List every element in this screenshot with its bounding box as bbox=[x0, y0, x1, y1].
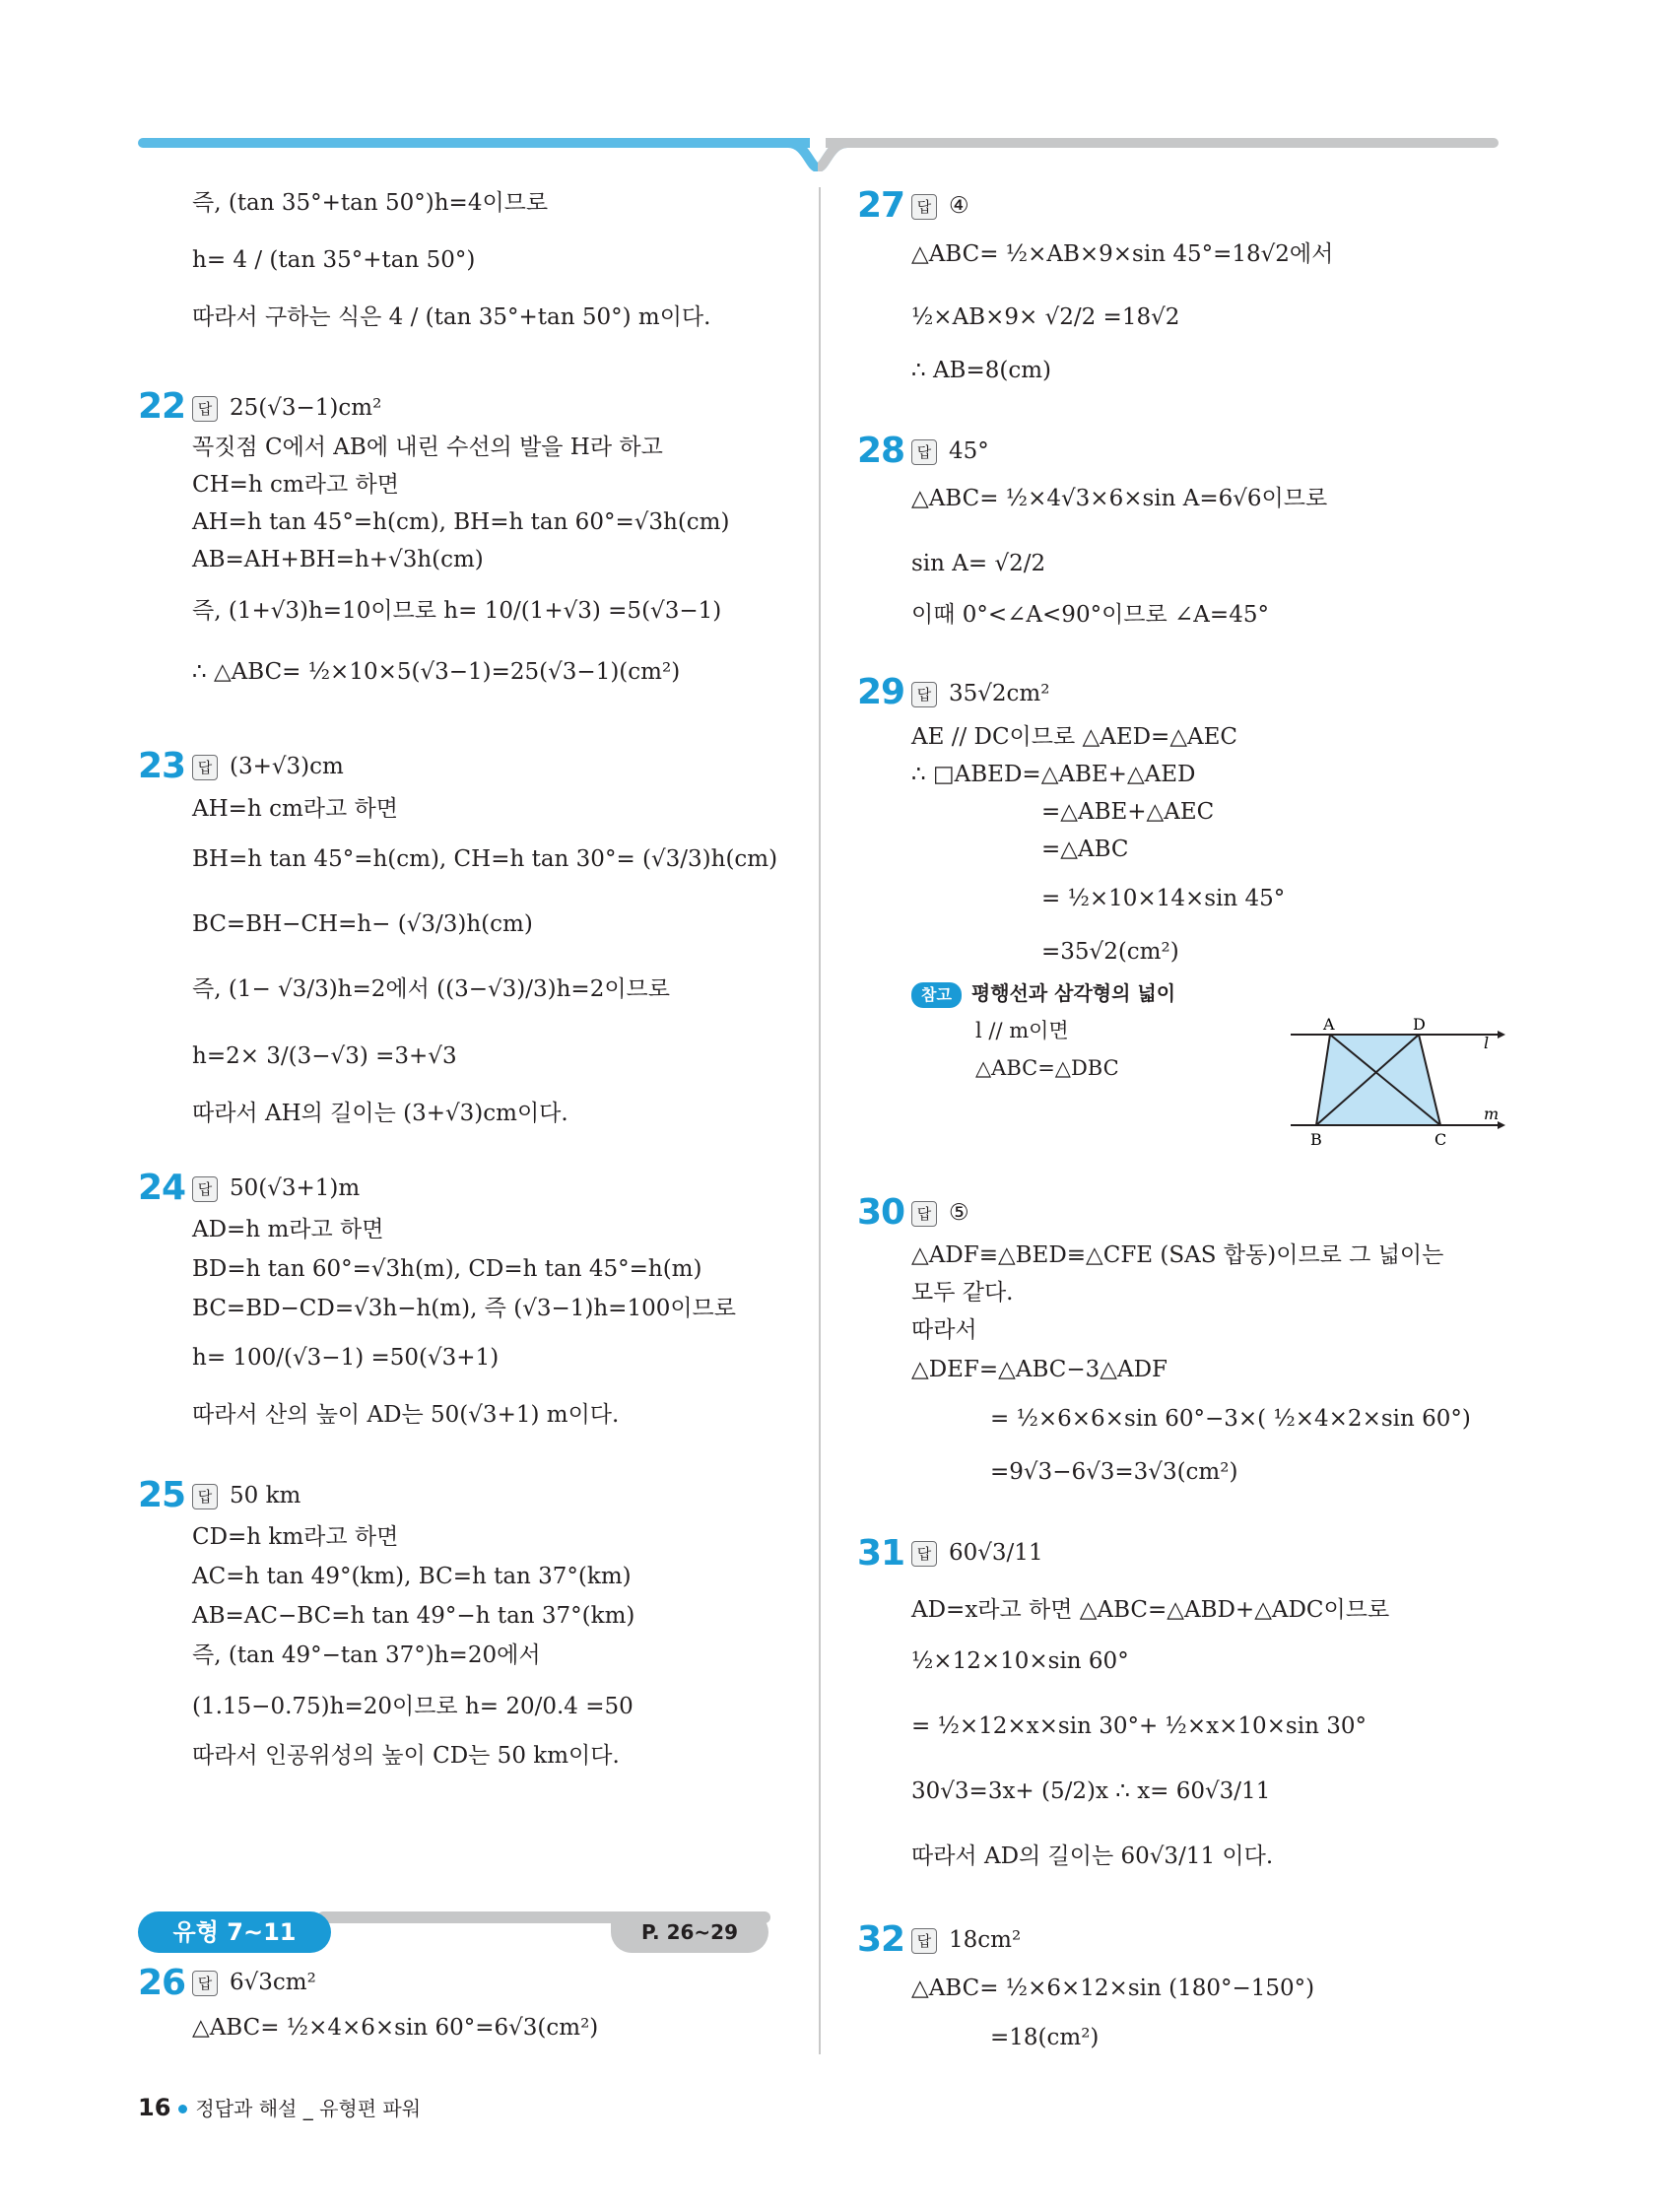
problem-number: 23 bbox=[138, 746, 186, 786]
solution-line: AH=h tan 45°=h(cm), BH=h tan 60°=√3h(cm) bbox=[192, 509, 730, 535]
answer-text: 45° bbox=[949, 438, 989, 464]
solution-line: =18(cm²) bbox=[990, 2025, 1100, 2050]
solution-line: AH=h cm라고 하면 bbox=[192, 796, 398, 822]
label-c: C bbox=[1434, 1130, 1447, 1149]
top-bar-left bbox=[138, 138, 810, 148]
answer-line bbox=[192, 1480, 300, 1511]
solution-line: ∴ AB=8(cm) bbox=[911, 358, 1051, 383]
section-label: 유형 7~11 bbox=[138, 1911, 331, 1953]
solution-line: △DEF=△ABC−3△ADF bbox=[911, 1357, 1168, 1382]
solution-line: AB=AC−BC=h tan 49°−h tan 37°(km) bbox=[192, 1603, 635, 1629]
answer-text: (3+√3)cm bbox=[230, 754, 344, 779]
solution-line: AC=h tan 49°(km), BC=h tan 37°(km) bbox=[192, 1564, 632, 1589]
answer-badge-icon: 답 bbox=[911, 439, 937, 465]
intro-line-1: 즉, (tan 35°+tan 50°)h=4이므로 bbox=[192, 190, 549, 216]
answer-text: 50 km bbox=[230, 1483, 301, 1508]
solution-line: CH=h cm라고 하면 bbox=[192, 472, 399, 498]
solution-line: BH=h tan 45°=h(cm), CH=h tan 30°= (√3/3)h(cm) bbox=[192, 846, 778, 872]
answer-badge-icon: 답 bbox=[192, 1176, 218, 1202]
solution-line: ∴ □ABED=△ABE+△AED bbox=[911, 762, 1196, 787]
answer-line bbox=[192, 751, 344, 782]
answer-badge-icon: 답 bbox=[911, 1928, 937, 1954]
answer-text: 60√3/11 bbox=[949, 1540, 1043, 1566]
solution-line: 즉, (tan 49°−tan 37°)h=20에서 bbox=[192, 1642, 541, 1668]
solution-line: ½×AB×9× √2/2 =18√2 bbox=[911, 304, 1180, 330]
solution-line: BC=BD−CD=√3h−h(m), 즉 (√3−1)h=100이므로 bbox=[192, 1296, 736, 1321]
answer-text: 6√3cm² bbox=[230, 1970, 316, 1995]
note-line: l // m이면 bbox=[975, 1019, 1069, 1042]
note-title: 평행선과 삼각형의 넓이 bbox=[970, 981, 1176, 1005]
answer-line bbox=[192, 392, 381, 424]
answer-line bbox=[192, 1173, 360, 1204]
solution-line: △ABC= ½×4√3×6×sin A=6√6이므로 bbox=[911, 486, 1328, 511]
answer-line bbox=[911, 436, 989, 467]
section-pages: P. 26~29 bbox=[611, 1911, 768, 1953]
answer-line bbox=[911, 1197, 969, 1229]
arrow-m-icon bbox=[1498, 1121, 1505, 1129]
solution-line: AB=AH+BH=h+√3h(cm) bbox=[192, 547, 484, 572]
solution-line: ∴ △ABC= ½×10×5(√3−1)=25(√3−1)(cm²) bbox=[192, 659, 681, 685]
solution-line: 즉, (1− √3/3)h=2에서 ((3−√3)/3)h=2이므로 bbox=[192, 976, 670, 1002]
solution-line: AD=x라고 하면 △ABC=△ABD+△ADC이므로 bbox=[911, 1597, 1390, 1623]
answer-badge-icon: 답 bbox=[911, 1541, 937, 1567]
label-b: B bbox=[1310, 1130, 1322, 1149]
solution-line: (1.15−0.75)h=20이므로 h= 20/0.4 =50 bbox=[192, 1694, 634, 1719]
solution-line: h=2× 3/(3−√3) =3+√3 bbox=[192, 1043, 457, 1069]
solution-line: △ADF≡△BED≡△CFE (SAS 합동)이므로 그 넓이는 bbox=[911, 1242, 1444, 1268]
intro-line-2: h= 4 / (tan 35°+tan 50°) bbox=[192, 247, 476, 273]
solution-line: 따라서 AH의 길이는 (3+√3)cm이다. bbox=[192, 1101, 568, 1126]
solution-line: 따라서 AD의 길이는 60√3/11 이다. bbox=[911, 1843, 1274, 1869]
problem-number: 29 bbox=[857, 672, 905, 712]
answer-text: 25(√3−1)cm² bbox=[230, 395, 382, 421]
footer-title: 정답과 해설 _ 유형편 파워 bbox=[195, 2097, 422, 2120]
solution-line: BD=h tan 60°=√3h(m), CD=h tan 45°=h(m) bbox=[192, 1256, 702, 1282]
answer-line bbox=[911, 1924, 1021, 1956]
problem-number: 25 bbox=[138, 1475, 186, 1515]
note-header bbox=[911, 977, 1175, 1009]
answer-badge-icon: 답 bbox=[911, 682, 937, 707]
note-tag: 참고 bbox=[911, 982, 962, 1008]
answer-text: 35√2cm² bbox=[949, 681, 1050, 706]
label-a: A bbox=[1323, 1015, 1335, 1034]
answer-badge-icon: 답 bbox=[192, 755, 218, 780]
answer-badge-icon: 답 bbox=[192, 396, 218, 422]
label-d: D bbox=[1413, 1015, 1426, 1034]
answer-text: ④ bbox=[949, 193, 969, 219]
problem-number: 30 bbox=[857, 1192, 905, 1233]
answer-badge-icon: 답 bbox=[911, 1201, 937, 1227]
solution-line: △ABC= ½×6×12×sin (180°−150°) bbox=[911, 1976, 1315, 2001]
solution-line: ½×12×10×sin 60° bbox=[911, 1648, 1129, 1674]
problem-number: 22 bbox=[138, 386, 186, 427]
answer-text: 18cm² bbox=[949, 1927, 1022, 1953]
solution-line: AD=h m라고 하면 bbox=[192, 1217, 384, 1242]
answer-text: 50(√3+1)m bbox=[230, 1175, 361, 1201]
label-l: l bbox=[1484, 1034, 1490, 1052]
problem-number: 24 bbox=[138, 1168, 186, 1208]
solution-line: 따라서 산의 높이 AD는 50(√3+1) m이다. bbox=[192, 1402, 620, 1428]
arrow-l-icon bbox=[1498, 1031, 1505, 1039]
intro-line-3: 따라서 구하는 식은 4 / (tan 35°+tan 50°) m이다. bbox=[192, 304, 711, 330]
solution-line: = ½×10×14×sin 45° bbox=[1041, 886, 1286, 911]
solution-line: AE // DC이므로 △AED=△AEC bbox=[911, 724, 1238, 750]
answer-badge-icon: 답 bbox=[192, 1971, 218, 1996]
solution-line: = ½×6×6×sin 60°−3×( ½×4×2×sin 60°) bbox=[990, 1406, 1471, 1432]
problem-number: 27 bbox=[857, 185, 905, 226]
note-line: △ABC=△DBC bbox=[975, 1056, 1119, 1080]
problem-number: 26 bbox=[138, 1963, 186, 2003]
problem-number: 32 bbox=[857, 1919, 905, 1960]
label-m: m bbox=[1484, 1105, 1500, 1123]
solution-line: 즉, (1+√3)h=10이므로 h= 10/(1+√3) =5(√3−1) bbox=[192, 598, 722, 624]
answer-text: ⑤ bbox=[949, 1200, 969, 1226]
answer-line bbox=[911, 678, 1049, 709]
solution-line: 30√3=3x+ (5/2)x ∴ x= 60√3/11 bbox=[911, 1778, 1271, 1804]
solution-line: 따라서 bbox=[911, 1317, 977, 1343]
top-bar-right bbox=[826, 138, 1499, 148]
solution-line: 꼭짓점 C에서 AB에 내린 수선의 발을 H라 하고 bbox=[192, 435, 663, 460]
solution-line: =35√2(cm²) bbox=[1041, 939, 1179, 965]
bullet-icon bbox=[178, 2105, 187, 2113]
page-number: 16 bbox=[138, 2094, 171, 2121]
answer-badge-icon: 답 bbox=[192, 1484, 218, 1509]
solution-line: BC=BH−CH=h− (√3/3)h(cm) bbox=[192, 911, 533, 937]
solution-line: △ABC= ½×4×6×sin 60°=6√3(cm²) bbox=[192, 2015, 599, 2041]
solution-line: =△ABC bbox=[1041, 837, 1129, 862]
solution-line: =△ABE+△AEC bbox=[1041, 799, 1215, 825]
solution-line: =9√3−6√3=3√3(cm²) bbox=[990, 1459, 1238, 1485]
answer-line bbox=[911, 190, 969, 222]
solution-line: 따라서 인공위성의 높이 CD는 50 km이다. bbox=[192, 1743, 620, 1769]
answer-badge-icon: 답 bbox=[911, 194, 937, 220]
solution-line: 이때 0°<∠A<90°이므로 ∠A=45° bbox=[911, 602, 1269, 628]
solution-line: = ½×12×x×sin 30°+ ½×x×10×sin 30° bbox=[911, 1713, 1367, 1739]
solution-line: CD=h km라고 하면 bbox=[192, 1524, 399, 1550]
solution-line: 모두 같다. bbox=[911, 1280, 1014, 1306]
solution-line: h= 100/(√3−1) =50(√3+1) bbox=[192, 1345, 500, 1371]
answer-line bbox=[911, 1537, 1043, 1569]
solution-line: △ABC= ½×AB×9×sin 45°=18√2에서 bbox=[911, 241, 1334, 267]
problem-number: 31 bbox=[857, 1533, 905, 1574]
page-footer bbox=[138, 2093, 421, 2121]
solution-line: sin A= √2/2 bbox=[911, 551, 1046, 576]
column-divider bbox=[819, 187, 821, 2054]
problem-number: 28 bbox=[857, 431, 905, 471]
parallel-lines-figure bbox=[1291, 1015, 1507, 1153]
answer-line bbox=[192, 1967, 316, 1998]
